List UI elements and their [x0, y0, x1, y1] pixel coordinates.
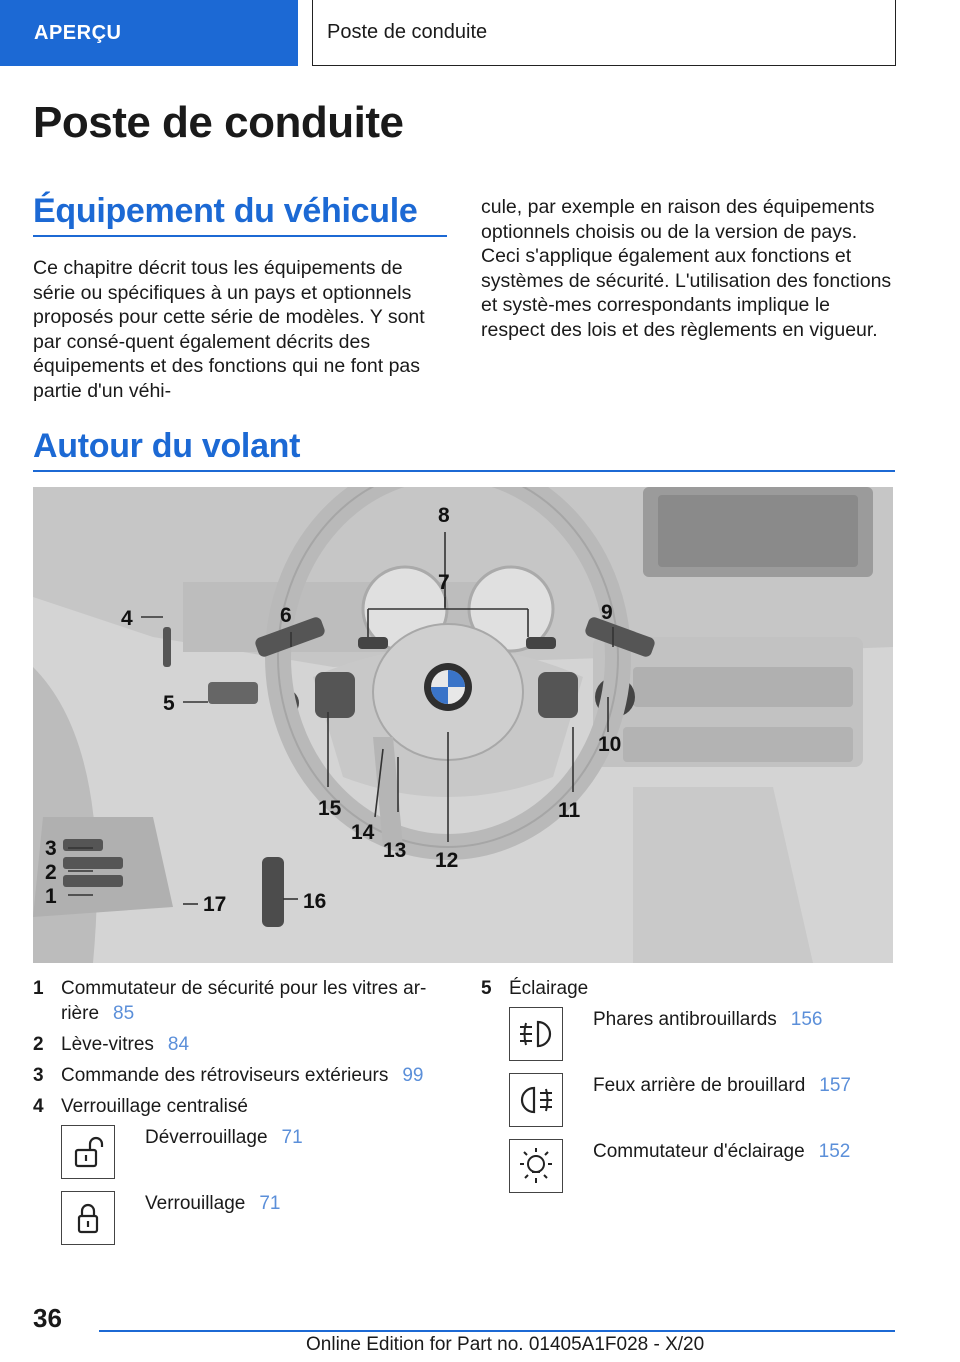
light-sub-item — [509, 1007, 901, 1063]
legend-left-column — [33, 976, 453, 1257]
equipment-paragraph-right: cule, par exemple en raison des équipements optionnels choisis ou de la version de pays. Ceci s'applique également aux fonctions et systèmes de sécurité. L'utilisation des fonctions et systè-mes correspondants implique le respect des lois et des règlements en vigueur. — [481, 196, 892, 341]
light-sub-item — [509, 1073, 901, 1129]
legend-text: Éclairage — [509, 978, 589, 999]
front-fog-light-icon — [509, 1007, 563, 1061]
legend-item — [33, 1032, 453, 1057]
legend-number: 5 — [481, 978, 492, 999]
page-ref-link[interactable]: 156 — [790, 1009, 823, 1030]
legend-item — [33, 976, 453, 1026]
legend-text — [61, 1032, 453, 1057]
page-ref-link[interactable]: 157 — [819, 1075, 851, 1096]
page-header — [0, 0, 960, 66]
lock-sub-item — [61, 1125, 453, 1181]
sub-label: Verrouillage — [145, 1193, 246, 1214]
footer-edition: Online Edition for Part no. 01405A1F028 - X/20 — [306, 1334, 705, 1355]
legend-text: Verrouillage centralisé — [61, 1096, 248, 1117]
callout-13: 13 — [383, 839, 407, 862]
page-ref-link[interactable]: 85 — [113, 1003, 135, 1024]
equipment-paragraph-left: Ce chapitre décrit tous les équipements de série ou spécifiques à un pays et optionnels proposés pour cette série de modèles. Y sont par consé-quent également décrits des équipements et des fonctions qui ne font pas partie d'un véhi- — [33, 257, 425, 402]
sub-label: Phares antibrouillards — [593, 1009, 777, 1030]
legend-text — [61, 976, 453, 1026]
callout-1: 1 — [45, 885, 57, 908]
legend-text — [61, 1063, 453, 1088]
legend-number: 3 — [33, 1065, 44, 1086]
sub-label: Déverrouillage — [145, 1127, 268, 1148]
legend-right-column — [481, 976, 901, 1205]
lock-icon — [61, 1191, 115, 1245]
chapter-tab[interactable]: Poste de conduite — [312, 0, 896, 66]
equipment-text-right — [481, 195, 895, 342]
section-tab[interactable]: APERÇU — [0, 0, 298, 66]
callout-2: 2 — [45, 861, 57, 884]
page-title: Poste de conduite — [33, 98, 404, 147]
cockpit-illustration — [33, 487, 893, 963]
light-sub-item — [509, 1139, 901, 1195]
steering-heading: Autour du volant — [33, 427, 301, 465]
callout-16: 16 — [303, 890, 327, 913]
page-ref-link[interactable]: 71 — [259, 1193, 281, 1214]
equipment-divider — [33, 235, 447, 237]
callout-14: 14 — [351, 821, 375, 844]
page-ref-link[interactable]: 84 — [167, 1034, 190, 1055]
legend-number: 4 — [33, 1096, 44, 1117]
equipment-text-left — [33, 256, 447, 403]
sub-label: Feux arrière de brouillard — [593, 1075, 806, 1096]
page-ref-link[interactable]: 71 — [281, 1127, 303, 1148]
legend-number: 1 — [33, 978, 44, 999]
page-number: 36 — [33, 1303, 62, 1333]
callout-3: 3 — [45, 837, 57, 860]
legend-item — [33, 1094, 453, 1119]
rear-fog-light-icon — [509, 1073, 563, 1127]
lock-sub-item — [61, 1191, 453, 1247]
light-switch-label — [593, 1139, 850, 1195]
callout-12: 12 — [435, 849, 459, 872]
legend-label: Lève-vitres — [61, 1034, 154, 1055]
callout-6: 6 — [280, 604, 292, 627]
page-ref-link[interactable]: 152 — [818, 1141, 851, 1162]
legend-number: 2 — [33, 1034, 44, 1055]
callout-7: 7 — [438, 571, 450, 594]
lock-label — [145, 1191, 280, 1247]
legend-item — [481, 976, 901, 1001]
callout-11: 11 — [558, 799, 581, 822]
cockpit-drawing — [33, 487, 893, 963]
sub-label: Commutateur d'éclairage — [593, 1141, 805, 1162]
unlock-label — [145, 1125, 303, 1181]
callout-5: 5 — [163, 692, 175, 715]
equipment-heading: Équipement du véhicule — [33, 192, 418, 230]
callout-15: 15 — [318, 797, 342, 820]
footer-divider — [99, 1330, 895, 1332]
callout-4: 4 — [121, 607, 133, 630]
unlock-icon — [61, 1125, 115, 1179]
legend-item — [33, 1063, 453, 1088]
callout-8: 8 — [438, 504, 450, 527]
callout-9: 9 — [601, 601, 613, 624]
light-switch-icon — [509, 1139, 563, 1193]
rear-fog-label — [593, 1073, 851, 1129]
steering-divider — [33, 470, 895, 472]
legend-label: Commande des rétroviseurs extérieurs — [61, 1065, 389, 1086]
legend-label: Commutateur de sécurité pour les vitres ar-rière — [61, 978, 427, 1024]
page-ref-link[interactable]: 99 — [402, 1065, 424, 1086]
front-fog-label — [593, 1007, 822, 1063]
callout-10: 10 — [598, 733, 622, 756]
callout-17: 17 — [203, 893, 227, 916]
